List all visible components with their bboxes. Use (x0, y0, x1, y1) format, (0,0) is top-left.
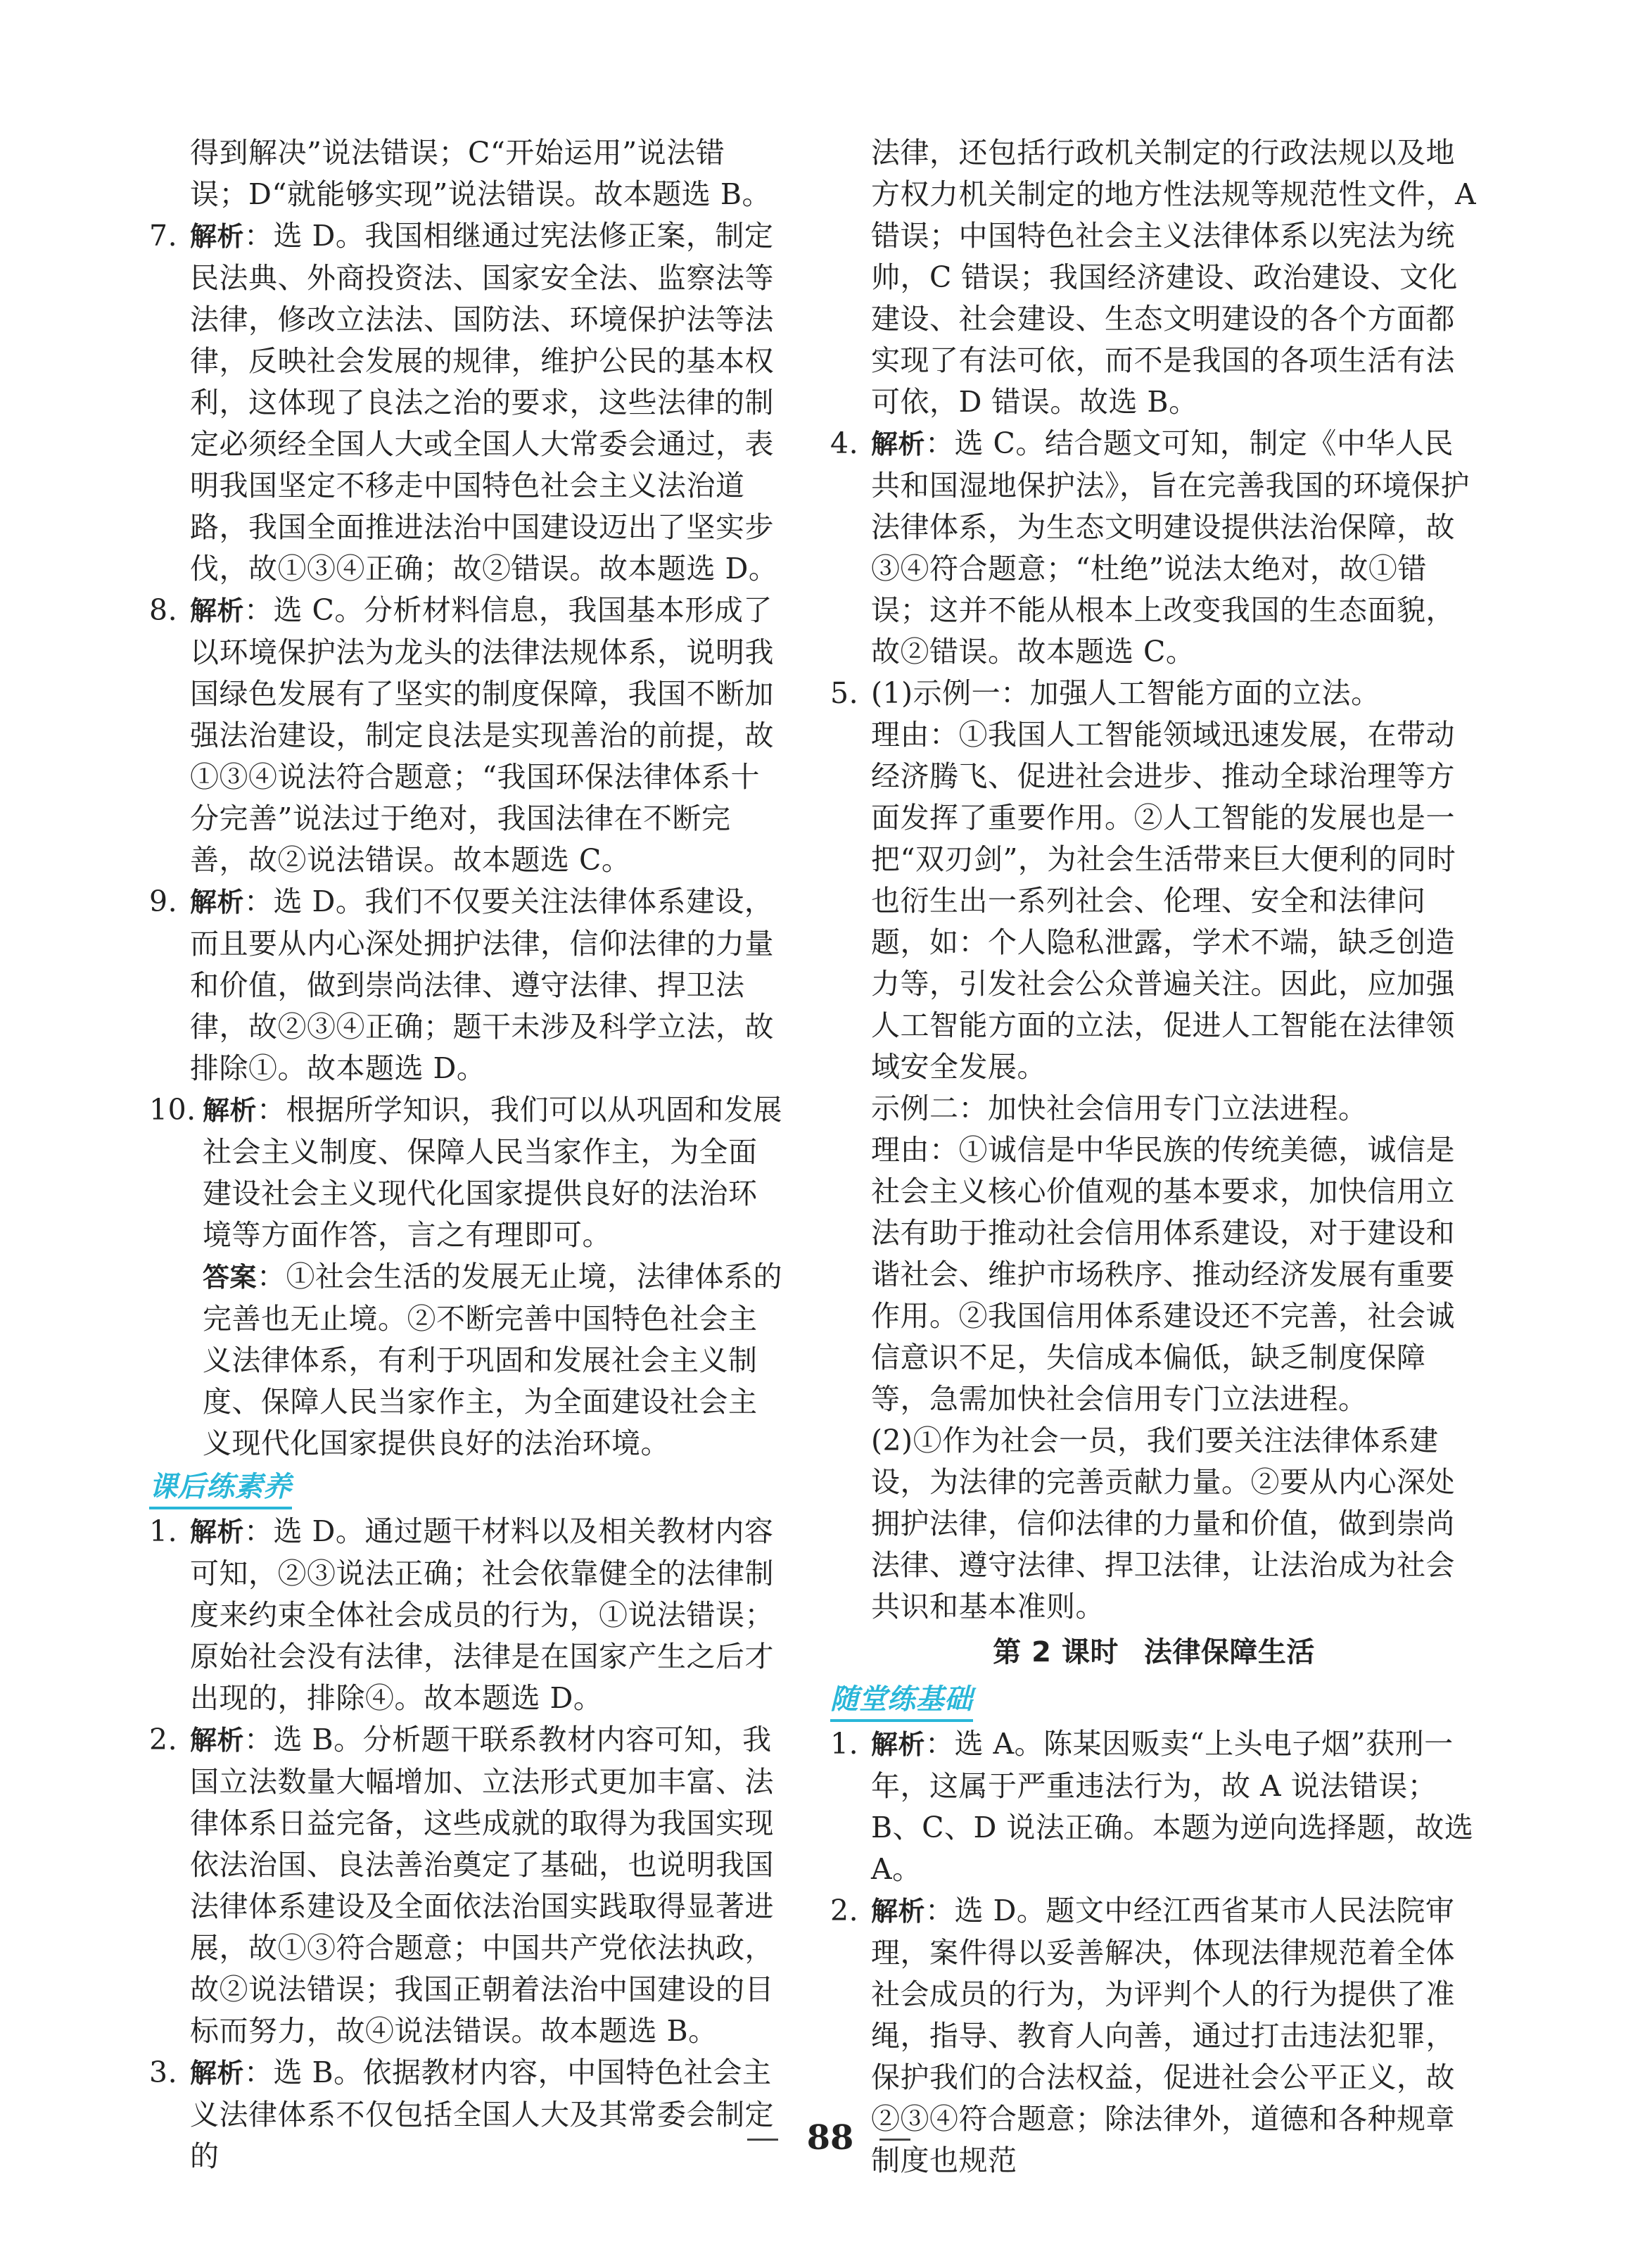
answer-text: ：选 C。结合题文可知，制定《中华人民共和国湿地保护法》，旨在完善我国的环境保护法律体系，为生态文明建设提供法治保障，故③④符合题意；“杜绝”说法太绝对，故①错误；这并不能从根本上改变我国的生态面貌，故②错误。故本题选 C。 (871, 426, 1470, 669)
continued-answer: 法律，还包括行政机关制定的行政法规以及地方权力机关制定的地方性法规等规范性文件，A 错误；中国特色社会主义法律体系以宪法为统帅，C 错误；我国经济建设、政治建设、文化建设、社会建设、生态文明建设的各个方面都实现了有法可依，而不是我国的各项生活有法可依，D 错误。故选 B。 (871, 136, 1477, 419)
class-answer-1 (830, 1723, 1478, 1890)
keyword-label: 解析 (871, 429, 926, 460)
practice-answer-5 (830, 673, 1478, 714)
footer-dash-right (879, 2139, 910, 2141)
answer-8 (149, 590, 782, 881)
item-number: 10. (149, 1093, 196, 1127)
answer-text: ：选 D。通过题干材料以及相关教材内容可知，②③说法正确；社会依靠健全的法律制度来约束全体社会成员的行为，①说法错误；原始社会没有法律，法律是在国家产生之后才出现的，排除④。故本题选 D。 (190, 1514, 774, 1715)
item-number: 9. (149, 885, 178, 918)
keyword-label: 解析 (871, 1896, 926, 1927)
reason-2: 理由：①诚信是中华民族的传统美德，诚信是社会主义核心价值观的基本要求，加快信用立法有助于推动社会信用体系建设，对于建设和谐社会、维护市场秩序、推动经济发展有重要作用。②我国信用体系建设还不完善，社会诚信意识不足，失信成本偏低，缺乏制度保障等，急需加快社会信用专门立法进程。 (871, 1133, 1455, 1416)
keyword-label: 解析 (190, 595, 245, 626)
section-heading-after-class: 课后练素养 (149, 1467, 292, 1509)
left-column (149, 132, 782, 2177)
keyword-label: 解析 (190, 2058, 245, 2089)
page-number: 88 (806, 2118, 854, 2158)
keyword-label: 解析 (190, 1725, 245, 1756)
item-number: 8. (149, 593, 178, 627)
practice-answer-3 (149, 2052, 782, 2177)
answer-text: ：选 B。分析题干联系教材内容可知，我国立法数量大幅增加、立法形式更加丰富、法律体系日益完备，这些成就的取得为我国实现依法治国、良法善治奠定了基础，也说明我国法律体系建设及全面依法治国实践取得显著进展，故①③符合题意；中国共产党依法执政，故②说法错误；我国正朝着法治中国建设的目标而努力，故④说法错误。故本题选 B。 (190, 1723, 774, 2048)
page-footer (704, 2113, 957, 2162)
practice-answer-1 (149, 1511, 782, 1719)
keyword-label: 解析 (190, 1516, 245, 1547)
practice-answer-2 (149, 1719, 782, 2052)
answer-label: 答案 (203, 1262, 258, 1293)
answer-text: ：选 B。依据教材内容，中国特色社会主义法律体系不仅包括全国人大及其常委会制定的 (190, 2056, 774, 2173)
answer-10 (149, 1089, 782, 1256)
keyword-label: 解析 (871, 1729, 926, 1760)
keyword-label: 解析 (190, 887, 245, 918)
item-number: 1. (830, 1727, 859, 1761)
answer-9 (149, 881, 782, 1089)
item-number: 2. (149, 1723, 178, 1756)
answer-text: ：选 C。分析材料信息，我国基本形成了以环境保护法为龙头的法律法规体系，说明我国绿色发展有了坚实的制度保障，我国不断加强法治建设，制定良法是实现善治的前提，故①③④说法符合题意；“我国环保法律体系十分完善”说法过于绝对，我国法律在不断完善，故②说法错误。故本题选 C。 (190, 593, 774, 877)
keyword-label: 解析 (190, 221, 245, 252)
part-2: (2)①作为社会一员，我们要关注法律体系建设，为法律的完善贡献力量。②要从内心深处拥护法律，信仰法律的力量和价值，做到崇尚法律、遵守法律、捍卫法律，让法治成为社会共识和基本准则。 (871, 1424, 1455, 1623)
lesson-number: 第 2 课时 (993, 1636, 1119, 1668)
item-number: 2. (830, 1894, 859, 1927)
item-number: 4. (830, 426, 859, 460)
answer-text: ：选 D。我国相继通过宪法修正案，制定民法典、外商投资法、国家安全法、监察法等法律，修改立法法、国防法、环境保护法等法律，反映社会发展的规律，维护公民的基本权利，这体现了良法之治的要求，这些法律的制定必须经全国人大或全国人大常委会通过，表明我国坚定不移走中国特色社会主义法治道路，我国全面推进法治中国建设迈出了坚实步伐，故①③④正确；故②错误。故本题选 D。 (190, 219, 778, 585)
item-number: 5. (830, 676, 859, 710)
answer-text: (1)示例一：加强人工智能方面的立法。 (871, 676, 1380, 710)
right-column (830, 132, 1478, 2181)
item-number: 3. (149, 2056, 178, 2089)
answer-7 (149, 215, 782, 590)
answer-text: ：根据所学知识，我们可以从巩固和发展社会主义制度、保障人民当家作主，为全面建设社会主义现代化国家提供良好的法治环境等方面作答，言之有理即可。 (203, 1093, 783, 1252)
answer-text: ：①社会生活的发展无止境，法律体系的完善也无止境。②不断完善中国特色社会主义法律体系，有利于巩固和发展社会主义制度、保障人民当家作主，为全面建设社会主义现代化国家提供良好的法治环境。 (203, 1260, 783, 1460)
practice-answer-4 (830, 423, 1478, 673)
answer-text: ：选 A。陈某因贩卖“上头电子烟”获刑一年，这属于严重违法行为，故 A 说法错误；B、C、D 说法正确。本题为逆向选择题，故选 A。 (871, 1727, 1474, 1886)
answer-text: ：选 D。题文中经江西省某市人民法院审理，案件得以妥善解决，体现法律规范着全体社会成员的行为，为评判个人的行为提供了准绳，指导、教育人向善，通过打击违法犯罪，保护我们的合法权益，促进社会公平正义，故②③④符合题意；除法律外，道德和各种规章制度也规范 (871, 1894, 1455, 2177)
example-2: 示例二：加快社会信用专门立法进程。 (871, 1091, 1368, 1125)
section-heading-in-class: 随堂练基础 (830, 1680, 973, 1722)
lesson-heading (830, 1630, 1478, 1674)
reason-1: 理由：①我国人工智能领域迅速发展，在带动经济腾飞、促进社会进步、推动全球治理等方面发挥了重要作用。②人工智能的发展也是一把“双刃剑”，为社会生活带来巨大便利的同时也衍生出一系列社会、伦理、安全和法律问题，如：个人隐私泄露，学术不端，缺乏创造力等，引发社会公众普遍关注。因此，应加强人工智能方面的立法，促进人工智能在法律领域安全发展。 (871, 718, 1456, 1084)
item-number: 1. (149, 1514, 178, 1548)
item-number: 7. (149, 219, 178, 253)
answer-text: ：选 D。我们不仅要关注法律体系建设，而且要从内心深处拥护法律，信仰法律的力量和价值，做到崇尚法律、遵守法律、捍卫法律，故②③④正确；题干未涉及科学立法，故排除①。故本题选 D。 (190, 885, 774, 1085)
answer-10-final (149, 1256, 782, 1464)
lesson-title: 法律保障生活 (1143, 1636, 1315, 1668)
keyword-label: 解析 (203, 1095, 258, 1126)
continued-answer: 得到解决”说法错误；C“开始运用”说法错误；D“就能够实现”说法错误。故本题选 B。 (190, 136, 771, 211)
